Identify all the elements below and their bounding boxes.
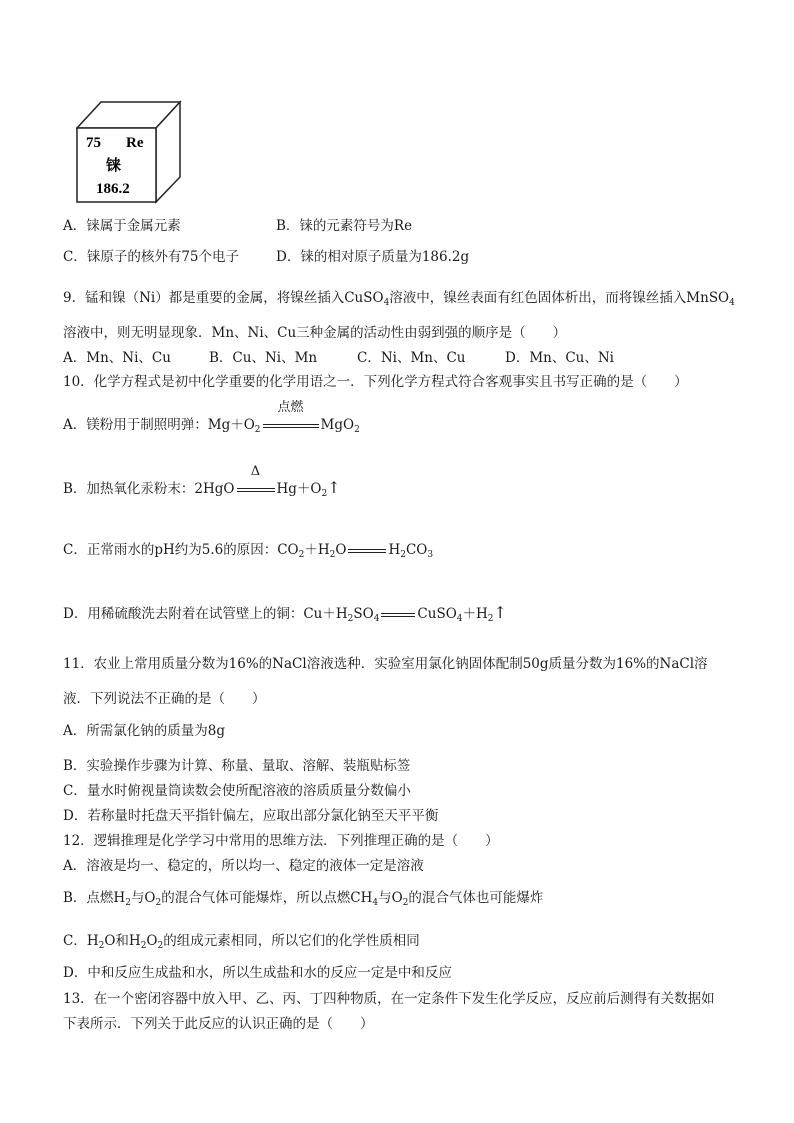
q13-stem-line2: 下表所示．下列关于此反应的认识正确的是（ ） (63, 1016, 374, 1032)
atomic-number: 75 (86, 135, 101, 151)
q9-stem-line2: 溶液中，则无明显现象．Mn、Ni、Cu三种金属的活动性由弱到强的顺序是（ ） (63, 325, 567, 341)
q11-stem-line2: 液．下列说法不正确的是（ ） (63, 691, 266, 707)
q10-option-d: D．用稀硫酸洗去附着在试管壁上的铜：$Cu+H_2SO_4$ $CuSO_4+H_2↑$ (63, 603, 507, 624)
element-symbol: Re (126, 135, 144, 151)
q10-stem: 10．化学方程式是初中化学重要的化学用语之一．下列化学方程式符合客观事实且书写正确的是（ ） (63, 374, 688, 390)
q12-option-c: C．$H_2O$和$H_2O_2$的组成元素相同，所以它们的化学性质相同 (63, 933, 420, 951)
q8-option-b: B．铼的元素符号为Re (276, 218, 413, 234)
q9-option-d: D．Mn、Cu、Ni (505, 350, 614, 366)
q10-option-a: A．镁粉用于制照明弹：$Mg+O_2$ 点燃 MgO$_2$ (63, 400, 360, 435)
q9-option-b: B．Cu、Ni、Mn (209, 350, 318, 366)
q13-stem-line1: 13．在一个密闭容器中放入甲、乙、丙、丁四种物质，在一定条件下发生化学反应，反应前后测得有关数据如 (63, 991, 715, 1007)
q12-stem: 12．逻辑推理是化学学习中常用的思维方法．下列推理正确的是（ ） (63, 833, 499, 849)
q9-stem-line1: 9．锰和镍（Ni）都是重要的金属，将镍丝插入CuSO$_4$溶液中，镍丝表面有红色固体析出，而将镍丝插入MnSO$_4$ (63, 290, 735, 308)
q8-option-c: C．铼原子的核外有75个电子 (63, 249, 240, 265)
q8-option-d: D．铼的相对原子质量为186.2g (276, 249, 470, 265)
q8-option-a: A．铼属于金属元素 (63, 218, 181, 234)
q9-option-c: C．Ni、Mn、Cu (357, 350, 466, 366)
q9-option-a: A．Mn、Ni、Cu (63, 350, 171, 366)
q11-option-c: C．量水时俯视量筒读数会使所配溶液的溶质质量分数偏小 (63, 783, 411, 799)
q11-stem-line1: 11．农业上常用质量分数为16%的NaCl溶液选种．实验室用氯化钠固体配制50g质量分数为16%的NaCl溶 (63, 656, 708, 672)
q11-option-d: D．若称量时托盘天平指针偏左，应取出部分氯化钠至天平平衡 (63, 808, 439, 824)
rhenium-element-card (76, 100, 186, 204)
q10-option-c: C．正常雨水的pH约为5.6的原因：$CO_2+H_2O$ $H_2CO_3$ (63, 542, 434, 560)
q11-option-a: A．所需氯化钠的质量为8g (63, 723, 225, 739)
q12-option-b: B．点燃$H_2$与$O_2$的混合气体可能爆炸，所以点燃$CH_4$与$O_2$的混合气体也可能爆炸 (63, 890, 544, 908)
element-name: 铼 (106, 156, 122, 174)
atomic-mass: 186.2 (96, 181, 130, 197)
q12-option-a: A．溶液是均一、稳定的，所以均一、稳定的液体一定是溶液 (63, 858, 424, 874)
q10-option-b: B．加热氧化汞粉末：2HgO Δ $Hg+O_2↑$ (63, 464, 341, 499)
q12-option-d: D．中和反应生成盐和水，所以生成盐和水的反应一定是中和反应 (63, 965, 452, 981)
q11-option-b: B．实验操作步骤为计算、称量、量取、溶解、装瓶贴标签 (63, 758, 411, 774)
q9-options (63, 349, 614, 367)
